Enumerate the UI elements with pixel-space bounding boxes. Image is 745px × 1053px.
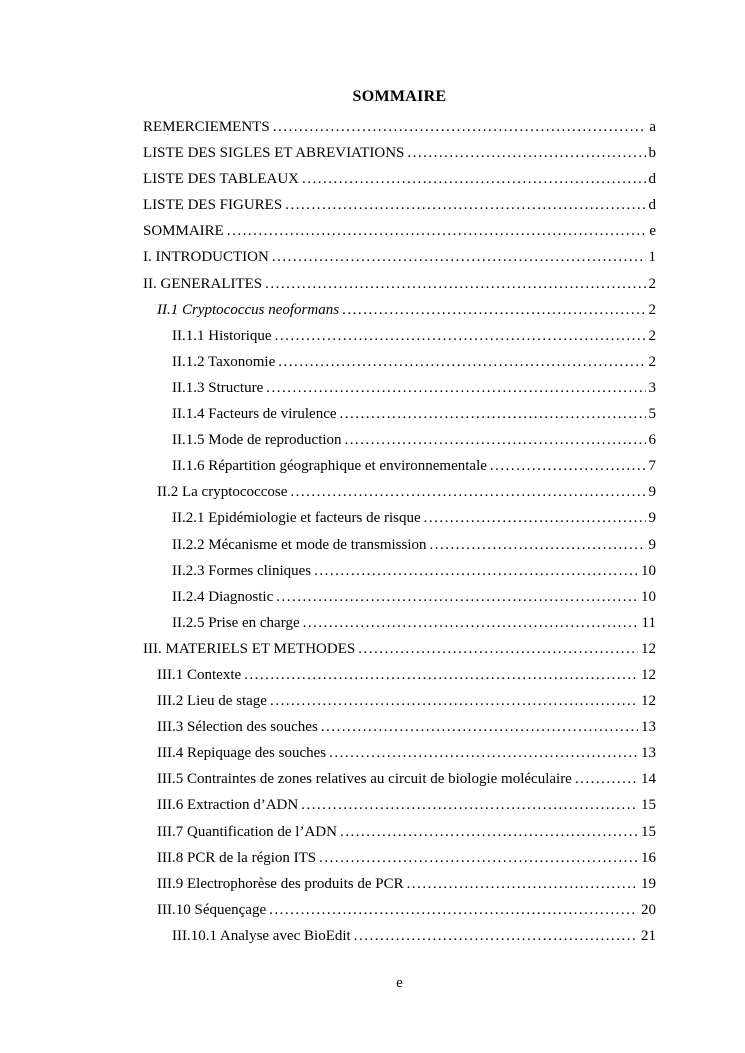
toc-entry-label: LISTE DES SIGLES ET ABREVIATIONS — [143, 145, 405, 162]
toc-entry — [143, 479, 656, 505]
toc-entry-label: LISTE DES TABLEAUX — [143, 171, 300, 188]
toc-leader-dots — [272, 244, 646, 270]
toc-entry — [143, 244, 656, 270]
toc-entry — [143, 923, 656, 949]
toc-entry-label: III.7 Quantification de l’ADN — [157, 823, 337, 840]
toc-entry-page: 6 — [648, 432, 656, 449]
toc-entry-label: II.2 La cryptococcose — [157, 484, 288, 501]
toc-entry — [143, 505, 656, 531]
toc-leader-dots — [290, 479, 645, 505]
toc-entry — [143, 584, 656, 610]
toc-leader-dots — [340, 819, 638, 845]
toc-entry-page: 9 — [648, 510, 656, 527]
toc-leader-dots — [276, 584, 638, 610]
toc-entry — [143, 819, 656, 845]
toc-entry-label: SOMMAIRE — [143, 223, 224, 240]
toc-entry — [143, 401, 656, 427]
toc-leader-dots — [285, 192, 645, 218]
toc-entry — [143, 349, 656, 375]
toc-entry — [143, 271, 656, 297]
toc-entry-label: II.1.1 Historique — [172, 327, 272, 344]
toc-entry — [143, 192, 656, 218]
toc-leader-dots — [273, 114, 647, 140]
toc-entry-label: III.2 Lieu de stage — [157, 693, 267, 710]
toc-entry-page: 21 — [641, 927, 656, 944]
toc-entry-label: II. GENERALITES — [143, 275, 263, 292]
toc-entry-label: II.2.2 Mécanisme et mode de transmission — [172, 536, 427, 553]
toc-entry-page: 10 — [641, 562, 656, 579]
toc-entry — [143, 558, 656, 584]
toc-entry-page: 11 — [641, 614, 656, 631]
toc-entry-page: a — [649, 119, 656, 135]
toc-leader-dots — [314, 558, 638, 584]
toc-leader-dots — [490, 453, 646, 479]
toc-entry — [143, 740, 656, 766]
toc-entry-page: 3 — [648, 379, 656, 396]
toc-entry-label: III.6 Extraction d’ADN — [157, 797, 299, 814]
toc-entry-label: I. INTRODUCTION — [143, 249, 269, 266]
toc-entry — [143, 166, 656, 192]
toc-leader-dots — [321, 714, 638, 740]
toc-entry — [143, 714, 656, 740]
toc-entry-page: 19 — [641, 875, 656, 892]
page-number-footer: e — [396, 975, 403, 991]
toc-entry — [143, 323, 656, 349]
toc-entry-page: 10 — [641, 588, 656, 605]
toc-leader-dots — [430, 532, 646, 558]
toc-entry — [143, 453, 656, 479]
toc-entry — [143, 845, 656, 871]
toc-entry-page: 12 — [641, 693, 656, 710]
toc-entry-page: 12 — [641, 640, 656, 657]
toc-leader-dots — [265, 271, 645, 297]
toc-leader-dots — [302, 166, 645, 192]
toc-entry — [143, 532, 656, 558]
toc-entry-page: 12 — [641, 666, 656, 683]
toc-entry-page: 14 — [641, 771, 656, 788]
toc-entry-page: 13 — [641, 745, 656, 762]
toc-leader-dots — [358, 636, 638, 662]
table-of-contents — [143, 114, 656, 949]
toc-entry-label: III.3 Sélection des souches — [157, 719, 318, 736]
toc-entry — [143, 766, 656, 792]
toc-leader-dots — [407, 871, 638, 897]
toc-entry-page: 15 — [641, 797, 656, 814]
toc-leader-dots — [319, 845, 638, 871]
toc-entry-label: III. MATERIELS ET METHODES — [143, 640, 356, 657]
toc-entry-label: III.10 Séquençage — [157, 901, 267, 918]
toc-leader-dots — [340, 401, 646, 427]
toc-entry — [143, 114, 656, 140]
toc-entry-page: 13 — [641, 719, 656, 736]
toc-entry-label: III.9 Electrophorèse des produits de PCR — [157, 875, 404, 892]
toc-entry-page: 2 — [648, 301, 656, 318]
toc-entry-label: III.1 Contexte — [157, 666, 242, 683]
toc-entry — [143, 297, 656, 323]
toc-leader-dots — [329, 740, 638, 766]
toc-entry-page: 15 — [641, 823, 656, 840]
toc-entry-page: 9 — [648, 536, 656, 553]
toc-entry-page: b — [648, 145, 656, 162]
toc-entry-label: II.2.1 Epidémiologie et facteurs de risque — [172, 510, 421, 527]
toc-entry — [143, 636, 656, 662]
toc-leader-dots — [354, 923, 638, 949]
toc-entry-label: III.8 PCR de la région ITS — [157, 849, 317, 866]
toc-entry — [143, 375, 656, 401]
toc-leader-dots — [278, 349, 645, 375]
toc-entry-page: 2 — [648, 353, 656, 370]
toc-leader-dots — [270, 688, 638, 714]
toc-entry-label: III.4 Repiquage des souches — [157, 745, 327, 762]
toc-leader-dots — [407, 140, 645, 166]
toc-entry-page: 5 — [648, 406, 656, 423]
toc-entry-label: III.5 Contraintes de zones relatives au circuit de biologie moléculaire — [157, 771, 572, 788]
toc-leader-dots — [575, 766, 638, 792]
toc-entry-page: d — [648, 171, 656, 188]
toc-entry — [143, 218, 656, 244]
toc-entry-label: REMERCIEMENTS — [143, 119, 270, 135]
toc-entry-label: II.1.5 Mode de reproduction — [172, 432, 342, 449]
toc-entry-page: 2 — [648, 275, 656, 292]
toc-entry — [143, 871, 656, 897]
toc-entry-label: II.2.3 Formes cliniques — [172, 562, 312, 579]
page-title: SOMMAIRE — [352, 88, 447, 105]
toc-leader-dots — [244, 662, 638, 688]
toc-leader-dots — [227, 218, 646, 244]
toc-entry-label: III.10.1 Analyse avec BioEdit — [172, 927, 351, 944]
toc-entry-label: II.1.3 Structure — [172, 379, 264, 396]
toc-entry-page: 1 — [648, 249, 656, 266]
toc-entry-label: II.1.2 Taxonomie — [172, 353, 276, 370]
toc-leader-dots — [303, 610, 639, 636]
toc-entry-page: 20 — [641, 901, 656, 918]
toc-entry — [143, 427, 656, 453]
toc-leader-dots — [424, 505, 646, 531]
toc-entry — [143, 792, 656, 818]
toc-entry-page: 7 — [648, 458, 656, 475]
toc-entry-page: 9 — [648, 484, 656, 501]
toc-entry-label: II.1.4 Facteurs de virulence — [172, 406, 337, 423]
toc-entry — [143, 688, 656, 714]
toc-entry-label: II.1 Cryptococcus neoformans — [157, 301, 340, 318]
toc-entry-page: 16 — [641, 849, 656, 866]
toc-entry-page: e — [649, 223, 656, 240]
toc-leader-dots — [266, 375, 645, 401]
toc-leader-dots — [345, 427, 646, 453]
toc-entry-label: II.1.6 Répartition géographique et environnementale — [172, 458, 487, 475]
toc-leader-dots — [342, 297, 645, 323]
toc-entry — [143, 140, 656, 166]
toc-entry-label: II.2.4 Diagnostic — [172, 588, 274, 605]
toc-entry-page: d — [648, 197, 656, 214]
toc-entry — [143, 897, 656, 923]
toc-entry — [143, 662, 656, 688]
toc-leader-dots — [301, 792, 638, 818]
toc-entry-label: II.2.5 Prise en charge — [172, 614, 300, 631]
toc-entry-label: LISTE DES FIGURES — [143, 197, 283, 214]
toc-entry-page: 2 — [648, 327, 656, 344]
toc-entry — [143, 610, 656, 636]
toc-leader-dots — [269, 897, 638, 923]
toc-leader-dots — [275, 323, 646, 349]
